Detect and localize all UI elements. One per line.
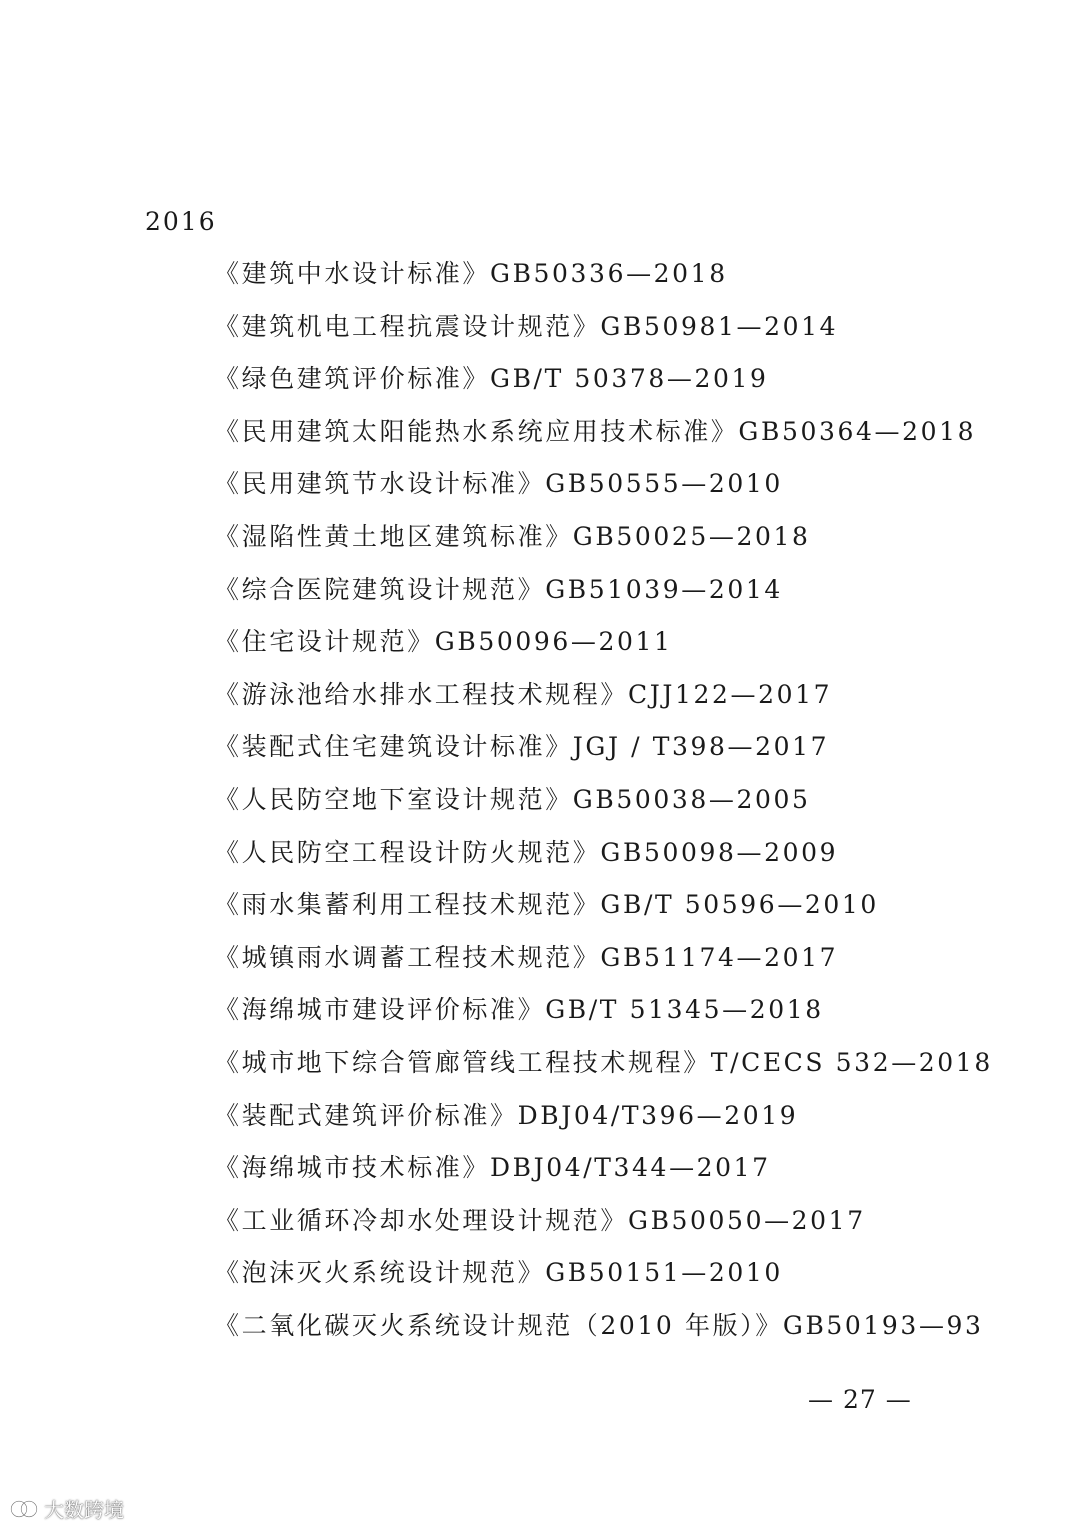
list-item: 《住宅设计规范》GB50096—2011 <box>214 627 673 657</box>
list-item: 《城镇雨水调蓄工程技术规范》GB51174—2017 <box>214 942 839 972</box>
standards-list <box>214 256 993 1360</box>
list-item: 《民用建筑太阳能热水系统应用技术标准》GB50364—2018 <box>214 416 977 446</box>
list-item: 《城市地下综合管廊管线工程技术规程》T/CECS 532—2018 <box>214 1047 993 1077</box>
list-item: 《综合医院建筑设计规范》GB51039—2014 <box>214 574 783 604</box>
watermark-logo-icon <box>10 1499 38 1519</box>
list-item: 《雨水集蓄利用工程技术规范》GB/T 50596—2010 <box>214 890 879 920</box>
list-item: 《人民防空工程设计防火规范》GB50098—2009 <box>214 837 839 867</box>
list-item: 《人民防空地下室设计规范》GB50038—2005 <box>214 784 811 814</box>
year-fragment: 2016 <box>145 207 217 236</box>
list-item: 《建筑机电工程抗震设计规范》GB50981—2014 <box>214 311 839 341</box>
list-item: 《海绵城市建设评价标准》GB/T 51345—2018 <box>214 995 824 1025</box>
list-item: 《湿陷性黄土地区建筑标准》GB50025—2018 <box>214 521 811 551</box>
list-item: 《泡沫灭火系统设计规范》GB50151—2010 <box>214 1258 783 1288</box>
list-item: 《工业循环冷却水处理设计规范》GB50050—2017 <box>214 1205 866 1235</box>
list-item: 《装配式住宅建筑设计标准》JGJ / T398—2017 <box>214 732 830 762</box>
list-item: 《二氧化碳灭火系统设计规范（2010 年版）》GB50193—93 <box>214 1310 984 1340</box>
list-item: 《建筑中水设计标准》GB50336—2018 <box>214 259 728 288</box>
list-item: 《民用建筑节水设计标准》GB50555—2010 <box>214 469 783 499</box>
page-number: — 27 — <box>808 1385 912 1414</box>
list-item: 《装配式建筑评价标准》DBJ04/T396—2019 <box>214 1100 799 1130</box>
list-item: 《绿色建筑评价标准》GB/T 50378—2019 <box>214 364 769 394</box>
list-item: 《游泳池给水排水工程技术规程》CJJ122—2017 <box>214 679 833 709</box>
list-item: 《海绵城市技术标准》DBJ04/T344—2017 <box>214 1153 771 1183</box>
watermark-text: 大数跨境 <box>44 1498 124 1522</box>
watermark <box>10 1494 124 1523</box>
